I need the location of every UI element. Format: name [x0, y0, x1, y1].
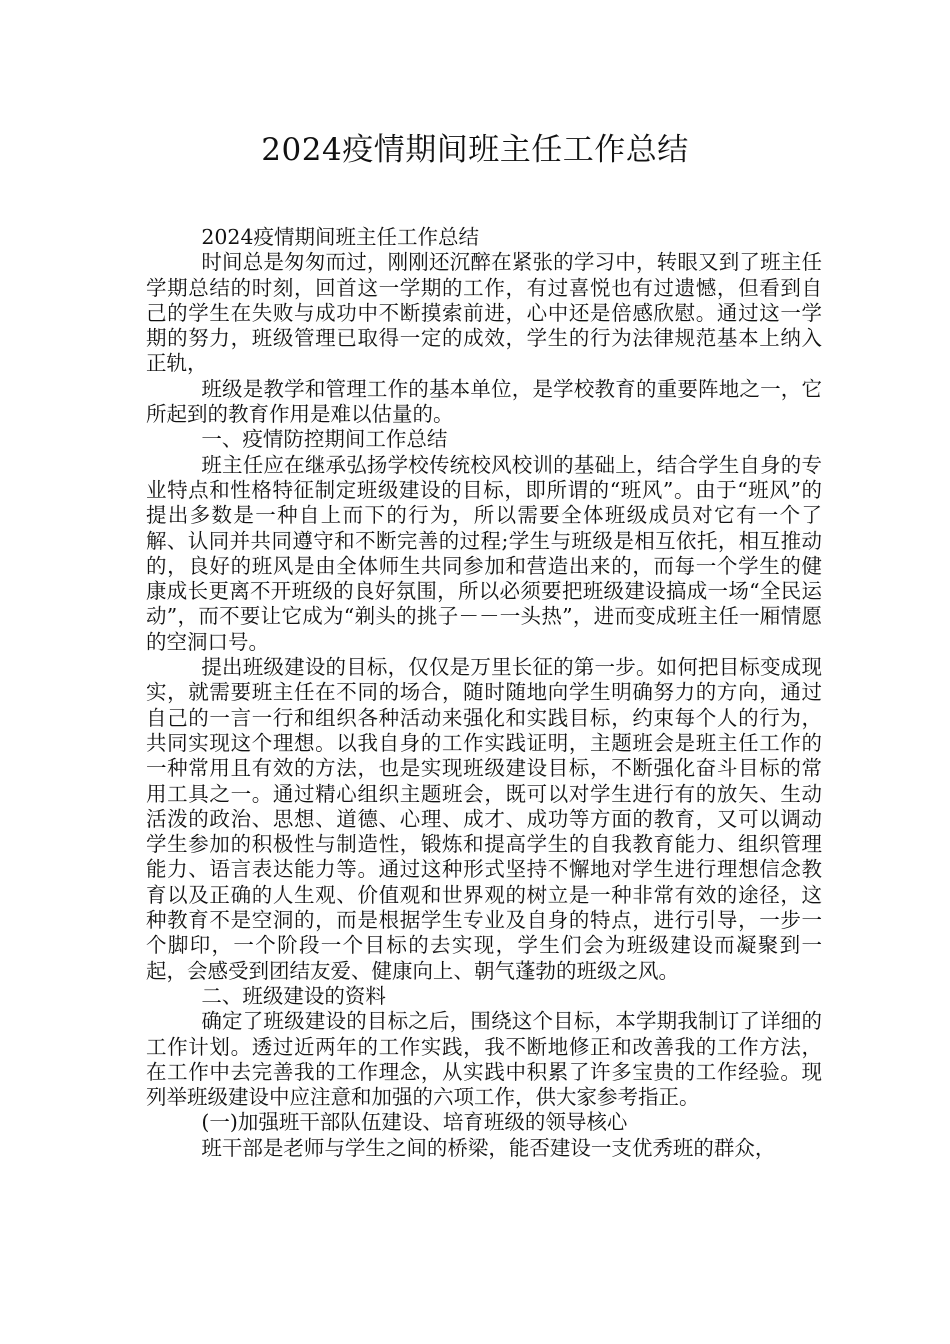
paragraph-class-style: 班主任应在继承弘扬学校传统校风校训的基础上，结合学生自身的专业特点和性格特征制定班级建设的目标，即所谓的“班风”。由于“班风”的提出多数是一种自上而下的行为，所以需要全体班级成员对它有一个了解、认同并共同遵守和不断完善的过程;学生与班级是相互依托，相互推动的，良好的班风是由全体师生共同参加和营造出来的，而每一个学生的健康成长更离不开班级的良好氛围，所以必须要把班级建设搞成一场“全民运动”，而不要让它成为“剃头的挑子－－一头热”，进而变成班主任一厢情愿的空洞口号。: [146, 452, 822, 654]
section-heading-1: 一、疫情防控期间工作总结: [201, 427, 448, 452]
paragraph-class-cadres: 班干部是老师与学生之间的桥梁，能否建设一支优秀班的群众，: [201, 1135, 776, 1160]
section-heading-2: 二、班级建设的资料: [201, 983, 386, 1008]
document-title: 2024疫情期间班主任工作总结: [261, 132, 689, 168]
document-body: [146, 225, 822, 1161]
subsection-heading-1: (一)加强班干部队伍建设、培育班级的领导核心: [201, 1110, 628, 1135]
paragraph-work-plan: 确定了班级建设的目标之后，围绕这个目标，本学期我制订了详细的工作计划。透过近两年的工作实践，我不断地修正和改善我的工作方法，在工作中去完善我的工作理念，从实践中积累了许多宝贵的工作经验。现列举班级建设中应注意和加强的六项工作，供大家参考指正。: [146, 1009, 822, 1110]
paragraph-class-unit: 班级是教学和管理工作的基本单位，是学校教育的重要阵地之一，它所起到的教育作用是难以估量的。: [146, 376, 822, 427]
paragraph-heading: 2024疫情期间班主任工作总结: [201, 225, 480, 249]
paragraph-intro: 时间总是匆匆而过，刚刚还沉醉在紧张的学习中，转眼又到了班主任学期总结的时刻，回首这一学期的工作，有过喜悦也有过遗憾，但看到自己的学生在失败与成功中不断摸索前进，心中还是倍感欣慰。通过这一学期的努力，班级管理已取得一定的成效，学生的行为法律规范基本上纳入正轨，: [146, 250, 822, 376]
paragraph-goal-practice: 提出班级建设的目标，仅仅是万里长征的第一步。如何把目标变成现实，就需要班主任在不同的场合，随时随地向学生明确努力的方向，通过自己的一言一行和组织各种活动来强化和实践目标，约束每个人的行为，共同实现这个理想。以我自身的工作实践证明，主题班会是班主任工作的一种常用且有效的方法，也是实现班级建设目标，不断强化奋斗目标的常用工具之一。通过精心组织主题班会，既可以对学生进行有的放矢、生动活泼的政治、思想、道德、心理、成才、成功等方面的教育，又可以调动学生参加的积极性与制造性，锻炼和提高学生的自我教育能力、组织管理能力、语言表达能力等。通过这种形式坚持不懈地对学生进行理想信念教育以及正确的人生观、价值观和世界观的树立是一种非常有效的途径，这种教育不是空洞的，而是根据学生专业及自身的特点，进行引导，一步一个脚印，一个阶段一个目标的去实现，学生们会为班级建设而凝聚到一起，会感受到团结友爱、健康向上、朝气蓬勃的班级之风。: [146, 655, 822, 983]
